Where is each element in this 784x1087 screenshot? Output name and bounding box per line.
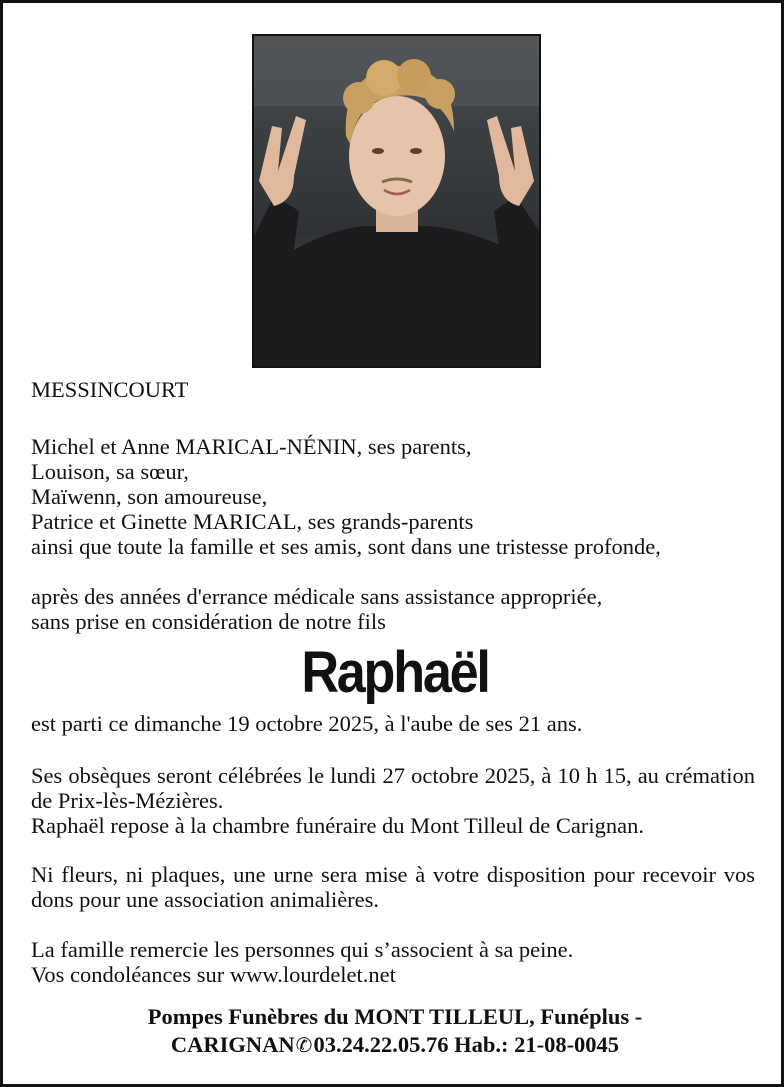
funeral-home-contact (43, 1031, 747, 1060)
portrait-photo (252, 34, 541, 368)
thanks-line: La famille remercie les personnes qui s’associent à sa peine. (31, 937, 574, 962)
donations-block (31, 862, 755, 912)
context-line: après des années d'errance médicale sans assistance appropriée, (31, 584, 603, 609)
funeral-rest: Raphaël repose à la chambre funéraire du Mont Tilleul de Carignan. (31, 813, 644, 838)
condolences-line: Vos condoléances sur www.lourdelet.net (31, 962, 396, 987)
funeral-home-footer (43, 1003, 747, 1060)
family-line: Patrice et Ginette MARICAL, ses grands-parents (31, 509, 474, 534)
death-notice: est parti ce dimanche 19 octobre 2025, à l'aube de ses 21 ans. (31, 711, 583, 736)
portrait-illustration (254, 36, 539, 366)
death-notice-block (31, 711, 755, 736)
family-line: ainsi que toute la famille et ses amis, sont dans une tristesse profonde, (31, 534, 661, 559)
family-block (31, 434, 755, 559)
funeral-home-city: CARIGNAN (170, 1032, 295, 1057)
locality-block (31, 377, 755, 402)
funeral-ceremony: Ses obsèques seront célébrées le lundi 27 octobre 2025, à 10 h 15, au crémation de Prix-lès-Mézières. (31, 763, 755, 813)
thanks-block (31, 937, 755, 987)
deceased-name: Raphaël (301, 640, 489, 705)
family-line: Louison, sa sœur, (31, 459, 189, 484)
context-block (31, 584, 755, 634)
funeral-block (31, 763, 755, 838)
funeral-home-name: Pompes Funèbres du MONT TILLEUL, Funéplus - (147, 1004, 643, 1029)
family-line: Maïwenn, son amoureuse, (31, 484, 268, 509)
locality: MESSINCOURT (31, 377, 189, 402)
funeral-home-phone: 03.24.22.05.76 Hab.: 21-08-0045 (313, 1032, 620, 1057)
family-line: Michel et Anne MARICAL-NÉNIN, ses parents, (31, 434, 472, 459)
context-line: sans prise en considération de notre fils (31, 609, 386, 634)
phone-icon: ✆ (295, 1035, 313, 1057)
donations: Ni fleurs, ni plaques, une urne sera mise à votre disposition pour recevoir vos dons pour une association animalières. (31, 862, 755, 912)
